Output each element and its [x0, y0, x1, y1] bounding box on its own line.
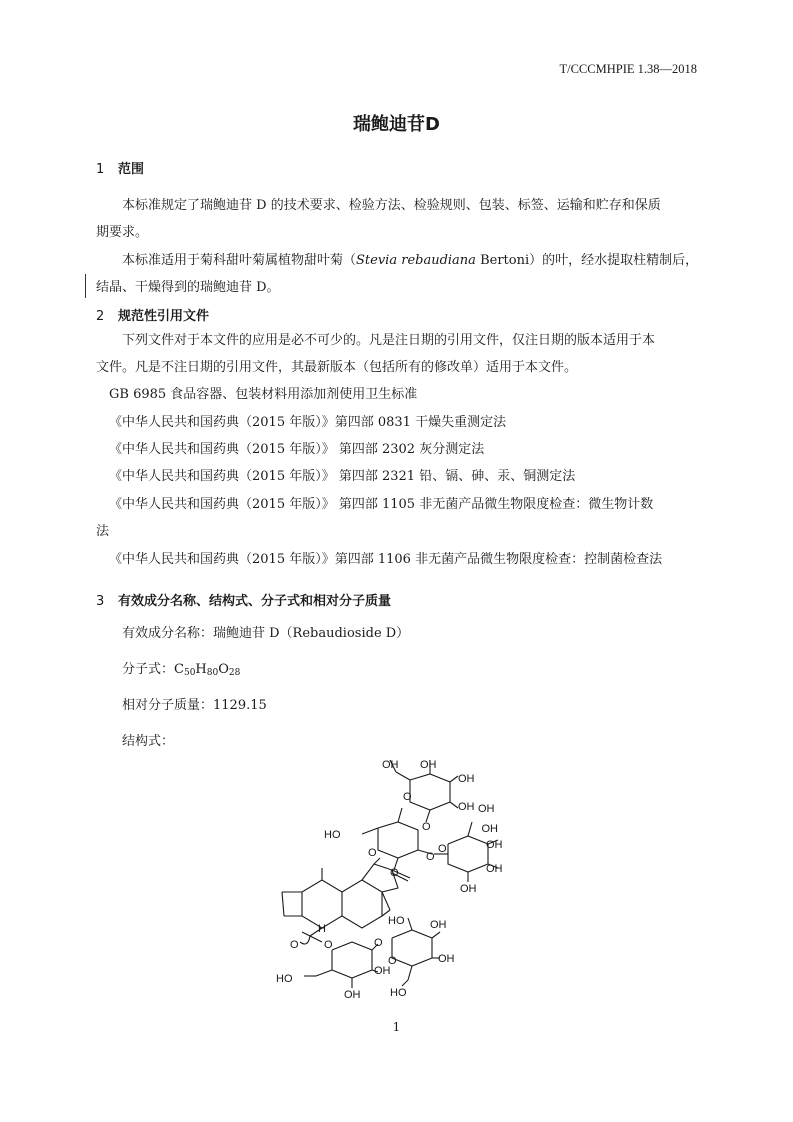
label-h: H: [318, 923, 326, 935]
structural-formula: [262, 752, 502, 1000]
label-oh: OH: [460, 883, 477, 895]
reference-item: 《中华人民共和国药典（2015 年版）》 第四部 2302 灰分测定法: [109, 442, 485, 457]
molecular-formula: [122, 656, 240, 687]
label-o: O: [368, 847, 377, 859]
label-o: O: [324, 939, 333, 951]
section-3-heading: [96, 590, 391, 609]
label-o: O: [388, 955, 397, 967]
latin-name: Stevia rebaudiana: [356, 253, 476, 268]
section-1-heading: [96, 158, 144, 177]
label-o: O: [390, 867, 399, 879]
label-o: O: [290, 939, 299, 951]
label-oh: OH: [458, 801, 475, 813]
section-2-heading: [96, 305, 209, 324]
aglycone-ring-a: [302, 880, 342, 928]
section-1-paragraph-2-line-1: [122, 247, 698, 274]
label-oh: OH: [382, 759, 399, 771]
revision-bar: [85, 274, 86, 298]
formula-h: H: [195, 662, 207, 677]
label-o: O: [374, 937, 383, 949]
section-3-number: 3: [96, 594, 105, 609]
scope-text-pre: 本标准适用于菊科甜叶菊属植物甜叶菊（: [122, 253, 357, 268]
reference-item: 《中华人民共和国药典（2015 年版）》第四部 1106 非无菌产品微生物限度检查：控制菌检查法: [109, 552, 663, 567]
glucose-ring-bottom-right: [392, 930, 432, 966]
standard-number: T/CCCMHPIE 1.38—2018: [559, 62, 697, 76]
formula-o-count: 28: [228, 668, 241, 678]
section-2-number: 2: [96, 309, 105, 324]
label-oh: OH: [430, 919, 447, 931]
component-name: 有效成分名称：瑞鲍迪苷 D（Rebaudioside D）: [122, 626, 410, 641]
molecular-mass: 相对分子质量：1129.15: [122, 698, 267, 713]
label-o: O: [438, 843, 447, 855]
label-ho: HO: [388, 915, 405, 927]
section-1-paragraph-1-line-1: 本标准规定了瑞鲍迪苷 D 的技术要求、检验方法、检验规则、包装、标签、运输和贮存和保质: [122, 198, 661, 213]
label-ho: HO: [324, 829, 341, 841]
label-oh: OH: [481, 823, 498, 835]
label-ho: HO: [276, 973, 293, 985]
label-oh: OH: [486, 863, 502, 875]
section-2-paragraph-line-1: 下列文件对于本文件的应用是必不可少的。凡是注日期的引用文件，仅注日期的版本适用于本: [122, 333, 656, 348]
label-oh: OH: [478, 803, 495, 815]
formula-label: 分子式：: [122, 662, 175, 677]
formula-o: O: [218, 662, 229, 677]
scope-text-post: Bertoni）的叶，经水提取柱精制后，: [475, 253, 699, 268]
glucose-ring-middle: [378, 822, 418, 858]
label-ho: HO: [390, 987, 407, 999]
formula-c: C: [174, 662, 184, 677]
label-oh: OH: [420, 759, 437, 771]
reference-item: GB 6985 食品容器、包装材料用添加剂使用卫生标准: [109, 387, 418, 402]
label-oh: OH: [344, 989, 361, 1000]
section-1-number: 1: [96, 162, 105, 177]
page-number: 1: [392, 1020, 401, 1034]
label-o: O: [422, 821, 431, 833]
page-title: 瑞鲍迪苷D: [353, 114, 440, 135]
section-2-title: 规范性引用文件: [118, 309, 210, 324]
formula-c-count: 50: [183, 668, 196, 678]
section-1-paragraph-1-line-2: 期要求。: [96, 225, 149, 240]
glucose-ring-bottom-left: [332, 942, 372, 978]
formula-h-count: 80: [206, 668, 219, 678]
label-o: O: [403, 791, 412, 803]
label-oh: OH: [458, 773, 475, 785]
reference-item: 《中华人民共和国药典（2015 年版）》 第四部 1105 非无菌产品微生物限度检查：微生物计数: [109, 497, 654, 512]
section-3-title: 有效成分名称、结构式、分子式和相对分子质量: [118, 594, 392, 609]
glucose-ring-top: [410, 774, 450, 810]
label-oh: OH: [486, 839, 502, 851]
reference-item: 《中华人民共和国药典（2015 年版）》第四部 0831 干燥失重测定法: [109, 415, 507, 430]
section-2-paragraph-line-2: 文件。凡是不注日期的引用文件，其最新版本（包括所有的修改单）适用于本文件。: [96, 360, 578, 375]
reference-item: 《中华人民共和国药典（2015 年版）》 第四部 2321 铅、镉、砷、汞、铜测定法: [109, 469, 576, 484]
label-oh: OH: [374, 965, 391, 977]
label-o: O: [426, 851, 435, 863]
section-1-paragraph-2-line-2: 结晶、干燥得到的瑞鲍迪苷 D。: [96, 280, 280, 295]
label-oh: OH: [438, 953, 455, 965]
glucose-ring-right: [448, 836, 488, 872]
section-1-title: 范围: [118, 162, 145, 177]
aglycone-ring-b: [342, 880, 382, 928]
structure-label: 结构式：: [122, 734, 175, 749]
reference-item-continuation: 法: [96, 524, 110, 539]
